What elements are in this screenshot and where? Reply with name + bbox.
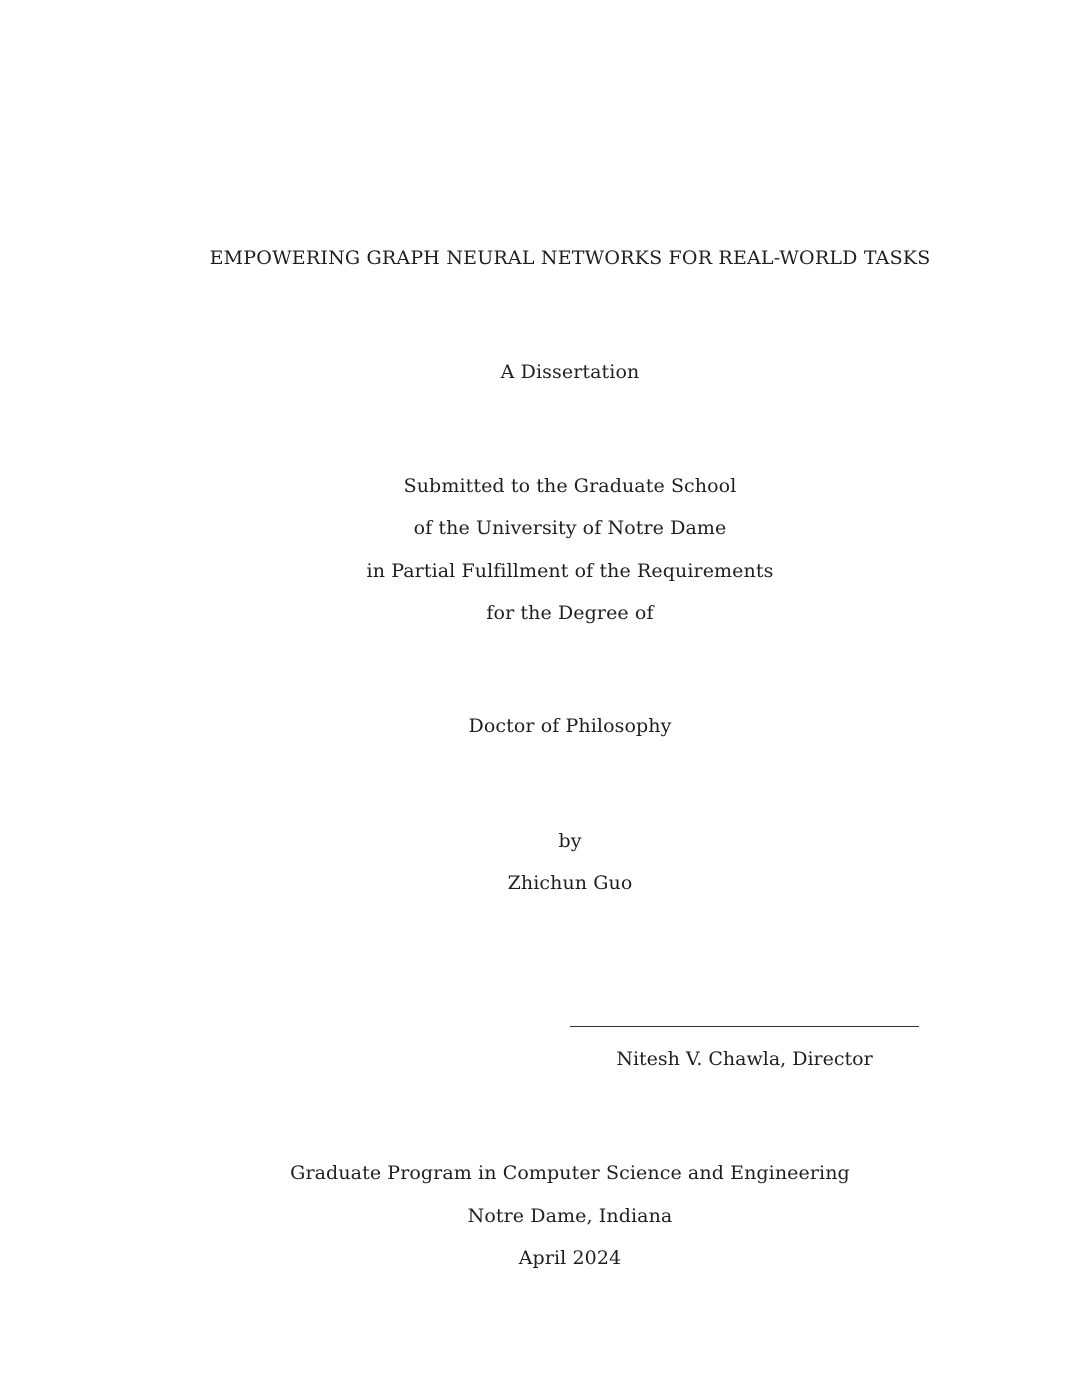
submission-line-4: for the Degree of [486, 602, 654, 624]
degree-name: Doctor of Philosophy [468, 715, 672, 737]
by-label: by [558, 830, 582, 852]
author-name: Zhichun Guo [507, 872, 633, 894]
submission-line-3: in Partial Fulfillment of the Requirements [366, 560, 774, 582]
submission-line-2: of the University of Notre Dame [413, 517, 727, 539]
program-name: Graduate Program in Computer Science and Engineering [290, 1162, 850, 1184]
submission-date: April 2024 [518, 1247, 622, 1269]
location: Notre Dame, Indiana [467, 1205, 673, 1227]
dissertation-title: EMPOWERING GRAPH NEURAL NETWORKS FOR REAL-WORLD TASKS [209, 247, 931, 269]
director-name: Nitesh V. Chawla, Director [616, 1048, 873, 1070]
signature-line [570, 1026, 919, 1027]
submission-line-1: Submitted to the Graduate School [403, 475, 737, 497]
document-type: A Dissertation [500, 361, 640, 383]
